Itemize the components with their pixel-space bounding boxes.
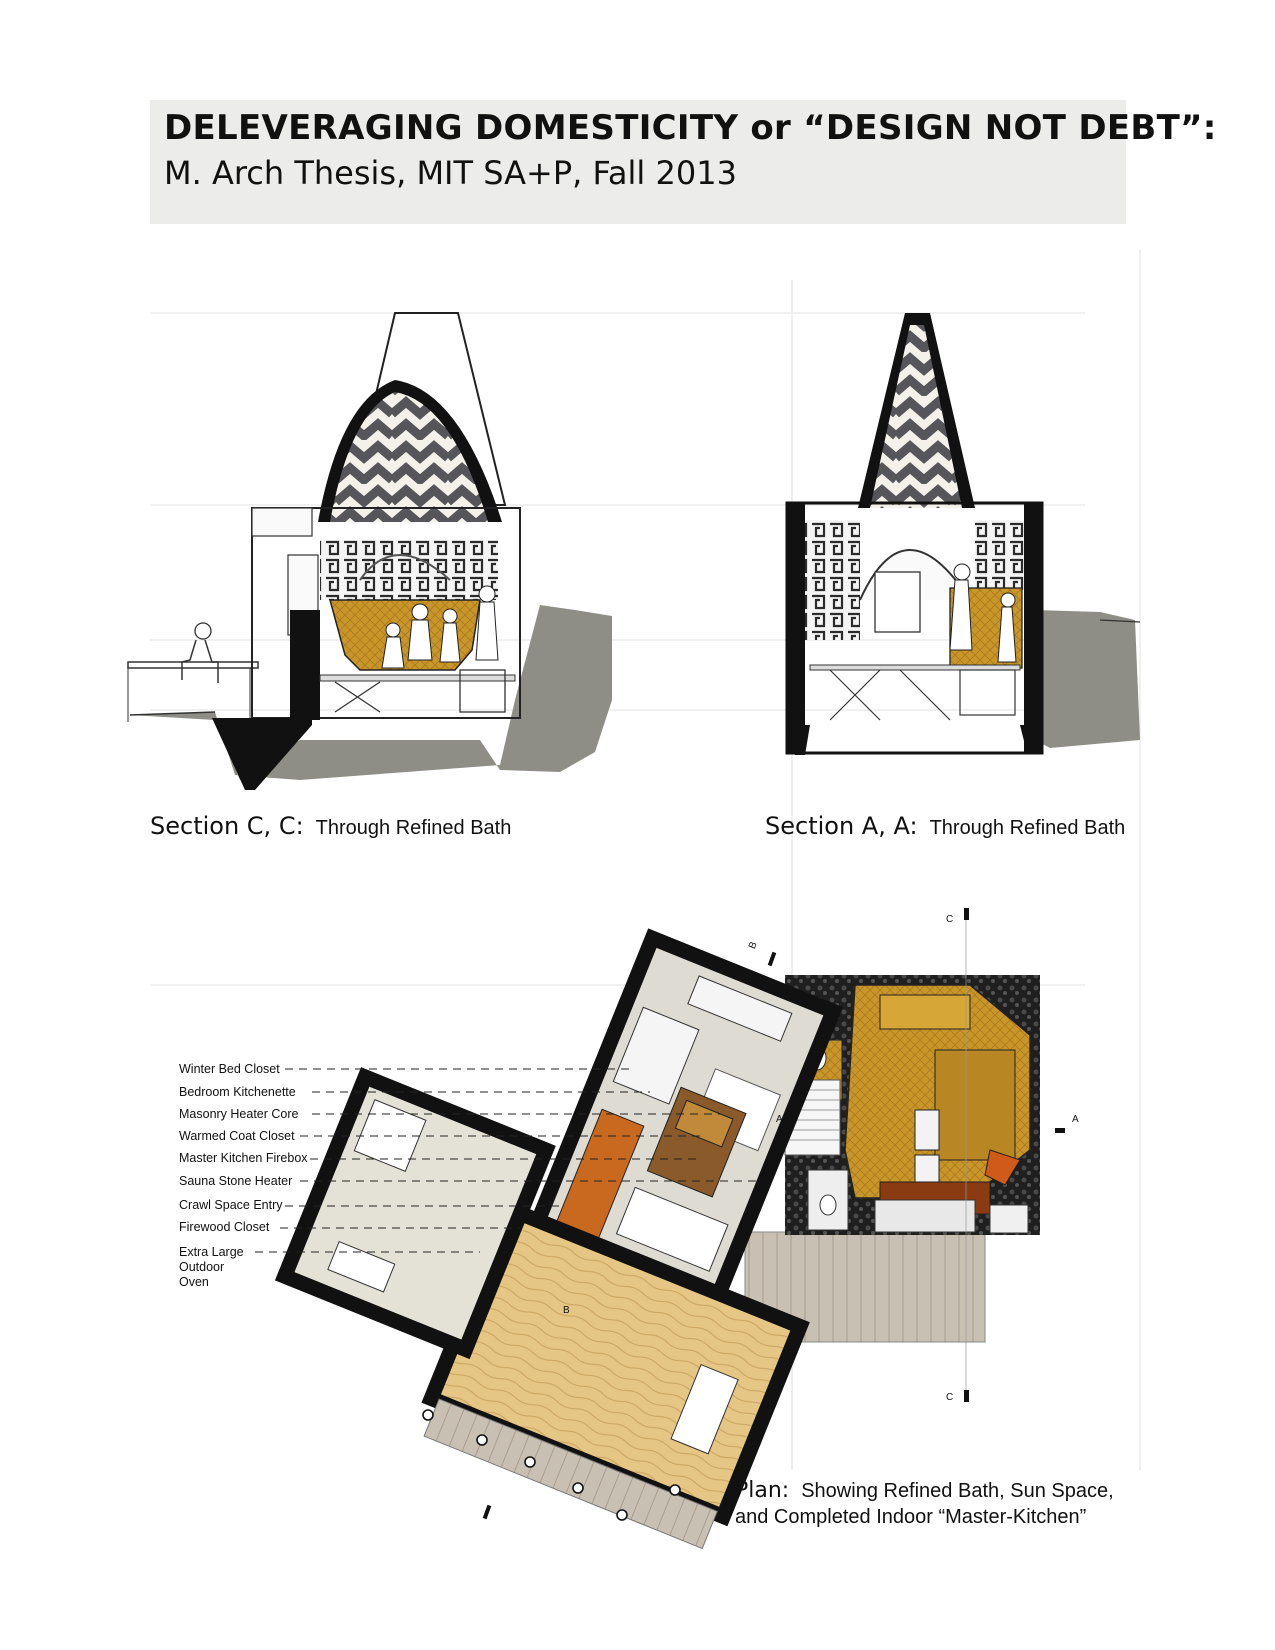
section-a-caption [765,812,1125,840]
plan-caption-line2: and Completed Indoor “Master-Kitchen” [735,1506,1087,1528]
plan-marker-b-center: B [563,1305,570,1316]
plan-marker-a-left: A [776,1114,783,1125]
floor-plan-drawing [255,908,1065,1554]
section-c-name: Section C, C: [150,812,304,840]
page-subtitle: M. Arch Thesis, MIT SA+P, Fall 2013 [164,154,737,192]
legend-item: Sauna Stone Heater [179,1174,293,1188]
legend-item: Firewood Closet [179,1220,270,1234]
section-a-desc: Through Refined Bath [929,817,1126,839]
legend-oven-line: Extra Large [179,1245,244,1259]
legend-item: Winter Bed Closet [179,1062,280,1076]
plan-marker-c-bottom: C [946,1392,954,1403]
page-title: DELEVERAGING DOMESTICITY or “DESIGN NOT DEBT”: [164,108,1217,148]
section-a-name: Section A, A: [765,812,918,840]
legend-item: Bedroom Kitchenette [179,1085,296,1099]
plan-caption-line1: Showing Refined Bath, Sun Space, [801,1480,1114,1502]
plan-marker-a-right: A [1072,1114,1079,1125]
plan-caption [735,1478,1114,1530]
legend-item: Master Kitchen Firebox [179,1151,308,1165]
plan-marker-b: B [746,940,760,951]
section-c-caption [150,812,511,840]
section-a-drawing [787,313,1140,755]
section-c-desc: Through Refined Bath [315,817,512,839]
legend-oven-line: Oven [179,1275,209,1289]
legend-item: Warmed Coat Closet [179,1129,295,1143]
legend-oven-line: Outdoor [179,1260,225,1274]
plan-caption-lead: Plan: [735,1478,790,1503]
legend-item: Crawl Space Entry [179,1198,283,1212]
legend-item-oven [179,1245,269,1290]
section-c-drawing [128,313,612,790]
legend-item: Masonry Heater Core [179,1107,299,1121]
plan-marker-c-top: C [946,914,954,925]
